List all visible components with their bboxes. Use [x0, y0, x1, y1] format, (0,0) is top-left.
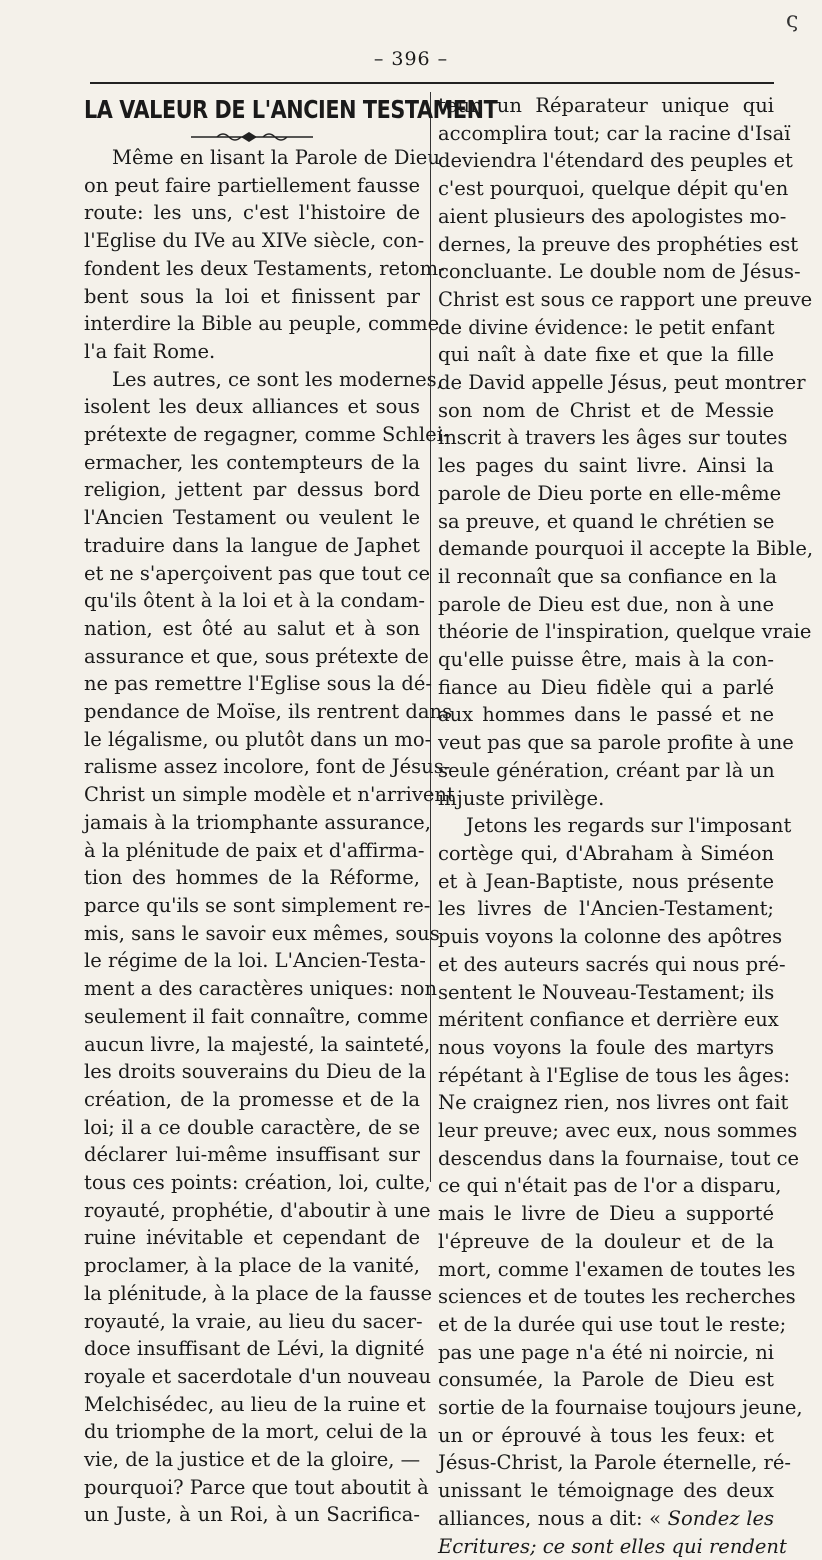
text-line: il reconnaît que sa confiance en la — [438, 564, 778, 588]
text-line: les livres de l'Ancien-Testament; — [438, 897, 774, 921]
text-line: veut pas que sa parole profite à une — [438, 731, 794, 755]
text-line: prétexte de regagner, comme Schlei- — [84, 423, 450, 447]
text-line: Christ un simple modèle et n'arrivent — [84, 783, 455, 807]
text-line: nation, est ôté au salut et à son — [84, 616, 420, 640]
page-number: – 396 – — [373, 48, 449, 70]
text-line: le régime de la loi. L'Ancien-Testa- — [84, 949, 426, 973]
text-line: qui naît à date fixe et que la fille — [438, 343, 774, 367]
text-line: pourquoi? Parce que tout aboutit à — [84, 1475, 429, 1499]
text-line: de divine évidence: le petit enfant — [438, 315, 775, 339]
text-line: sortie de la fournaise toujours jeune, — [438, 1396, 803, 1420]
text-line: tion des hommes de la Réforme, — [84, 866, 420, 890]
text-line: doce insuffisant de Lévi, la dignité — [84, 1337, 425, 1361]
text-line: de David appelle Jésus, peut montrer — [438, 371, 806, 395]
text-line: l'Eglise du IVe au XIVe siècle, con- — [84, 229, 425, 253]
text-line: assurance et que, sous prétexte de — [84, 644, 429, 668]
text-line: répétant à l'Eglise de tous les âges: — [438, 1063, 791, 1087]
text-line: on peut faire partiellement fausse — [84, 173, 420, 197]
text-line: deviendra l'étendard des peuples et — [438, 149, 793, 173]
text-line: aient plusieurs des apologistes mo- — [438, 204, 787, 228]
text-line: ne pas remettre l'Eglise sous la dé- — [84, 672, 432, 696]
text-line: Ecritures; ce sont elles qui rendent — [438, 1534, 787, 1558]
column-divider — [430, 92, 431, 1182]
text-line: les droits souverains du Dieu de la — [84, 1060, 427, 1084]
text-line: ment a des caractères uniques: non — [84, 977, 438, 1001]
text-line: c'est pourquoi, quelque dépit qu'en — [438, 177, 789, 201]
text-line: un Juste, à un Roi, à un Sacrifica- — [84, 1503, 420, 1527]
text-line: et des auteurs sacrés qui nous pré- — [438, 952, 786, 976]
text-line: cortège qui, d'Abraham à Siméon — [438, 841, 774, 865]
text-line: qu'elle puisse être, mais à la con- — [438, 648, 774, 672]
text-line: méritent confiance et derrière eux — [438, 1008, 779, 1032]
text-line: dernes, la preuve des prophéties est — [438, 232, 799, 256]
text-line: l'a fait Rome. — [84, 339, 216, 363]
text-line: l'épreuve de la douleur et de la — [438, 1229, 774, 1253]
text-line: leur preuve; avec eux, nous sommes — [438, 1119, 798, 1143]
text-line: traduire dans la langue de Japhet — [84, 533, 420, 557]
text-line: alliances, nous a dit: « Sondez les — [438, 1506, 774, 1530]
text-line: fiance au Dieu fidèle qui a parlé — [438, 675, 774, 699]
text-line: tous ces points: création, loi, culte, — [84, 1171, 431, 1195]
text-line: interdire la Bible au peuple, comme — [84, 312, 440, 336]
text-line: parole de Dieu porte en elle-même — [438, 481, 782, 505]
text-line: Melchisédec, au lieu de la ruine et — [84, 1392, 426, 1416]
left-column — [84, 92, 498, 1529]
text-line: royauté, prophétie, d'aboutir à une — [84, 1198, 431, 1222]
text-line: parce qu'ils se sont simplement re- — [84, 893, 431, 917]
text-line: bent sous la loi et finissent par — [84, 284, 420, 308]
text-line: la plénitude, à la place de la fausse — [84, 1281, 433, 1305]
text-line: injuste privilège. — [438, 786, 605, 810]
text-line: mort, comme l'examen de toutes les — [438, 1257, 796, 1281]
text-line: isolent les deux alliances et sous — [84, 395, 420, 419]
text-line: ermacher, les contempteurs de la — [84, 450, 420, 474]
text-line: unissant le témoignage des deux — [438, 1479, 774, 1503]
text-line: royauté, la vraie, au lieu du sacer- — [84, 1309, 423, 1333]
text-line: descendus dans la fournaise, tout ce — [438, 1146, 800, 1170]
text-line: création, de la promesse et de la — [84, 1087, 420, 1111]
left-column-text — [84, 144, 455, 1529]
text-line: pendance de Moïse, ils rentrent dans — [84, 700, 453, 724]
text-line: mis, sans le savoir eux mêmes, sous — [84, 921, 440, 945]
text-line: vie, de la justice et de la gloire, — — [84, 1448, 421, 1472]
title-ornament-icon — [187, 128, 317, 144]
text-line: fondent les deux Testaments, retom- — [84, 256, 445, 280]
text-line: seulement il fait connaître, comme — [84, 1004, 429, 1028]
text-line: Jésus-Christ, la Parole éternelle, ré- — [438, 1451, 791, 1475]
text-line: nous voyons la foule des martyrs — [438, 1035, 774, 1059]
text-line: teur, un Réparateur unique qui — [438, 94, 774, 117]
text-line: mais le livre de Dieu a supporté — [438, 1202, 774, 1226]
text-line: Christ est sous ce rapport une preuve — [438, 287, 813, 311]
text-line: aux hommes dans le passé et ne — [438, 703, 774, 727]
text-line: pas une page n'a été ni noircie, ni — [438, 1340, 774, 1364]
right-column-text — [438, 92, 814, 1560]
right-column — [438, 92, 814, 1560]
text-line: accomplira tout; car la racine d'Isaï — [438, 121, 791, 145]
text-line: ce qui n'était pas de l'or a disparu, — [438, 1174, 782, 1198]
text-line: parole de Dieu est due, non à une — [438, 592, 774, 616]
text-line: inscrit à travers les âges sur toutes — [438, 426, 788, 450]
text-line: Les autres, ce sont les modernes, — [112, 367, 443, 391]
text-line: et à Jean-Baptiste, nous présente — [438, 869, 774, 893]
text-line: consumée, la Parole de Dieu est — [438, 1368, 774, 1392]
text-line: Jetons les regards sur l'imposant — [466, 814, 792, 838]
text-line: sa preuve, et quand le chrétien se — [438, 509, 775, 533]
header-rule — [90, 82, 774, 84]
text-line: du triomphe de la mort, celui de la — [84, 1420, 428, 1444]
text-line: ruine inévitable et cependant de — [84, 1226, 420, 1250]
text-line: seule génération, créant par là un — [438, 758, 775, 782]
text-line: le légalisme, ou plutôt dans un mo- — [84, 727, 432, 751]
text-line: son nom de Christ et de Messie — [438, 398, 774, 422]
text-line: religion, jettent par dessus bord — [84, 478, 420, 502]
article-title: LA VALEUR DE L'ANCIEN TESTAMENT — [84, 95, 498, 124]
text-line: loi; il a ce double caractère, de se — [84, 1115, 420, 1139]
text-line: royale et sacerdotale d'un nouveau — [84, 1364, 432, 1388]
text-line: proclamer, à la place de la vanité, — [84, 1254, 420, 1278]
text-line: et ne s'aperçoivent pas que tout ce — [84, 561, 430, 585]
text-line: les pages du saint livre. Ainsi la — [438, 454, 774, 478]
text-line: et de la durée qui use tout le reste; — [438, 1312, 787, 1336]
text-line: qu'ils ôtent à la loi et à la condam- — [84, 589, 425, 613]
text-line: concluante. Le double nom de Jésus- — [438, 260, 801, 284]
text-line: puis voyons la colonne des apôtres — [438, 925, 783, 949]
text-line: aucun livre, la majesté, la sainteté, — [84, 1032, 431, 1056]
text-line: théorie de l'inspiration, quelque vraie — [438, 620, 812, 644]
corner-mark: ς — [786, 8, 799, 33]
text-line: sciences et de toutes les recherches — [438, 1285, 796, 1309]
text-line: jamais à la triomphante assurance, — [84, 810, 431, 834]
text-line: l'Ancien Testament ou veulent le — [84, 506, 420, 530]
text-line: un or éprouvé à tous les feux: et — [438, 1423, 774, 1447]
text-line: Ne craignez rien, nos livres ont fait — [438, 1091, 789, 1115]
text-line: ralisme assez incolore, font de Jésus- — [84, 755, 451, 779]
text-line: route: les uns, c'est l'histoire de — [84, 201, 420, 225]
text-line: déclarer lui-même insuffisant sur — [84, 1143, 420, 1167]
text-line: à la plénitude de paix et d'affirma- — [84, 838, 425, 862]
text-line: demande pourquoi il accepte la Bible, — [438, 537, 814, 561]
text-line: sentent le Nouveau-Testament; ils — [438, 980, 775, 1004]
text-line: Même en lisant la Parole de Dieu — [112, 146, 440, 169]
